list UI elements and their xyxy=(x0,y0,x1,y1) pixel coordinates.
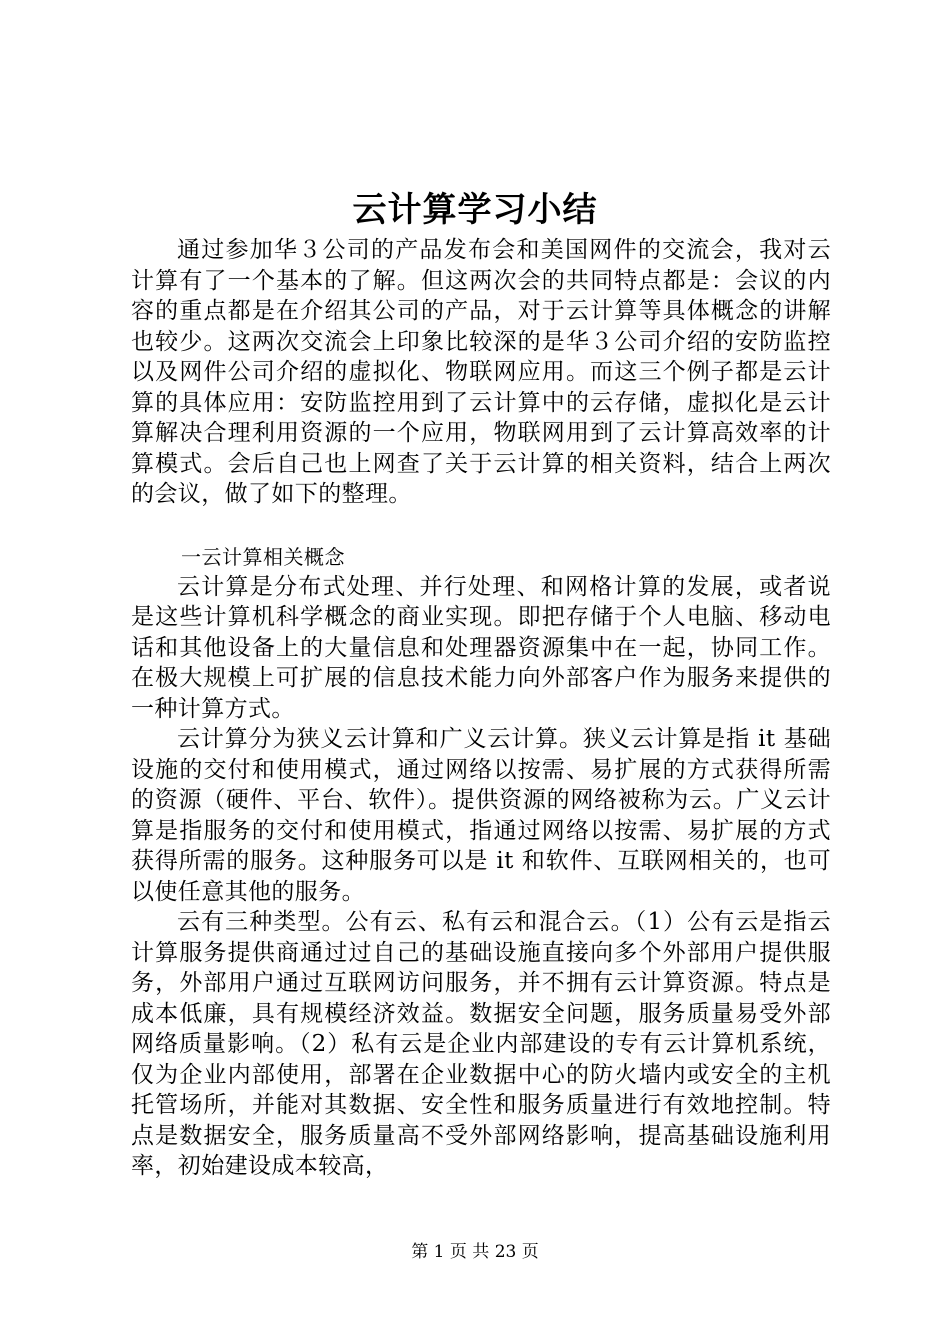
document-body xyxy=(131,235,831,1182)
section-paragraph-3: 云有三种类型。公有云、私有云和混合云。（1）公有云是指云计算服务提供商通过过自己的基础设施直接向多个外部用户提供服务，外部用户通过互联网访问服务，并不拥有云计算资源。特点是成本低廉，具有规模经济效益。数据安全问题，服务质量易受外部网络质量影响。（2）私有云是企业内部建设的专有云计算机系统，仅为企业内部使用，部署在企业数据中心的防火墙内或安全的主机托管场所，并能对其数据、安全性和服务质量进行有效地控制。特点是数据安全，服务质量高不受外部网络影响，提高基础设施利用率，初始建设成本较高， xyxy=(131,909,831,1179)
section-paragraph-2: 云计算分为狭义云计算和广义云计算。狭义云计算是指 it 基础设施的交付和使用模式，通过网络以按需、易扩展的方式获得所需的资源（硬件、平台、软件）。提供资源的网络被称为云。广义云计算是指服务的交付和使用模式，指通过网络以按需、易扩展的方式获得所需的服务。这种服务可以是 it 和软件、互联网相关的，也可以使任意其他的服务。 xyxy=(131,726,831,905)
section-heading: 一云计算相关概念 xyxy=(181,544,345,569)
document-title: 云计算学习小结 xyxy=(352,190,598,230)
intro-paragraph: 通过参加华３公司的产品发布会和美国网件的交流会，我对云计算有了一个基本的了解。但这两次会的共同特点都是：会议的内容的重点都是在介绍其公司的产品，对于云计算等具体概念的讲解也较少。这两次交流会上印象比较深的是华３公司介绍的安防监控以及网件公司介绍的虚拟化、物联网应用。而这三个例子都是云计算的具体应用：安防监控用到了云计算中的云存储，虚拟化是云计算解决合理利用资源的一个应用，物联网用到了云计算高效率的计算模式。会后自己也上网查了关于云计算的相关资料，结合上两次的会议，做了如下的整理。 xyxy=(131,237,831,507)
section-paragraph-1: 云计算是分布式处理、并行处理、和网格计算的发展，或者说是这些计算机科学概念的商业实现。即把存储于个人电脑、移动电话和其他设备上的大量信息和处理器资源集中在一起，协同工作。在极大规模上可扩展的信息技术能力向外部客户作为服务来提供的一种计算方式。 xyxy=(131,573,831,722)
page-footer: 第 1 页 共 23 页 xyxy=(411,1242,539,1262)
